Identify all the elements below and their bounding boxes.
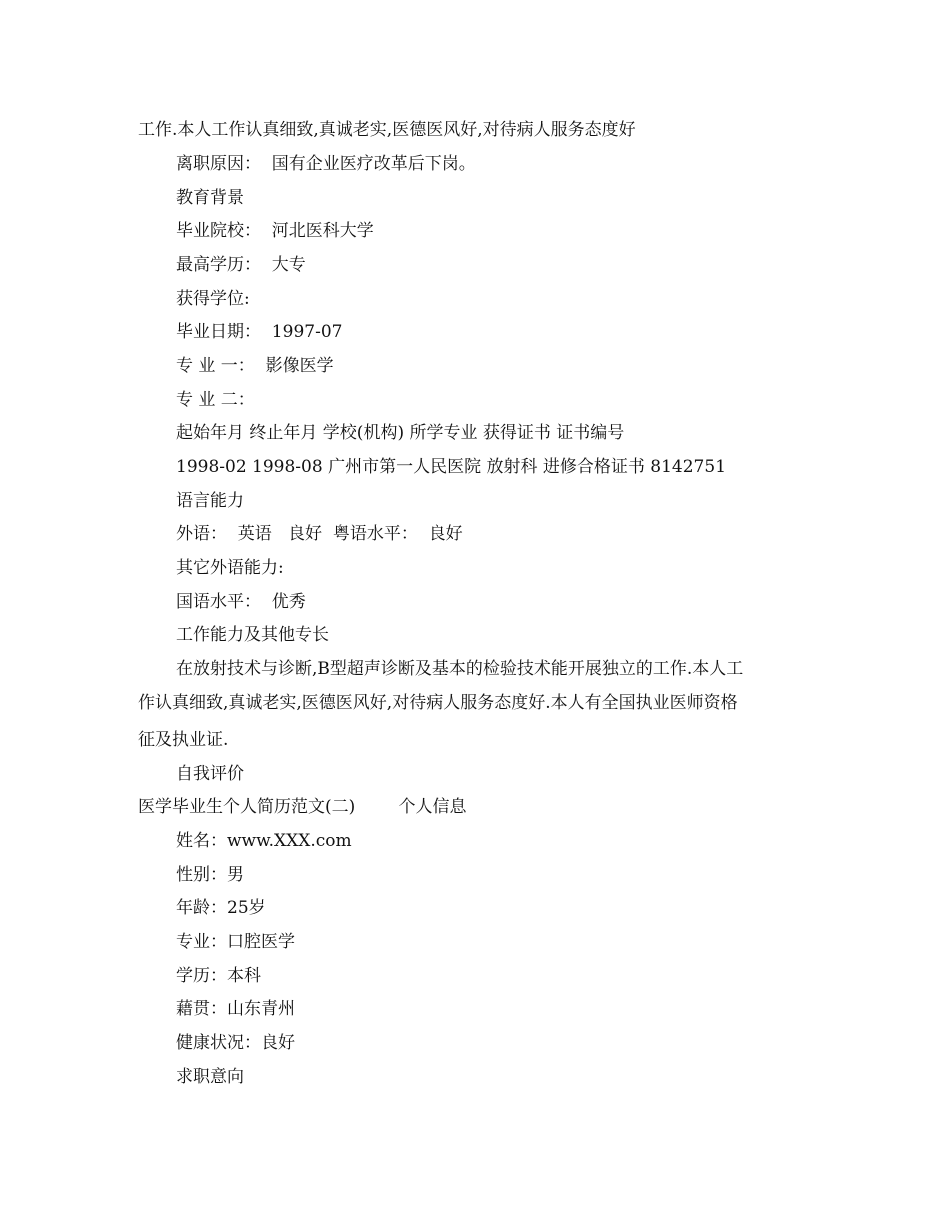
- skills-paragraph-line: 作认真细致,真诚老实,医德医风好,对待病人服务态度好.本人有全国执业医师资格: [138, 693, 738, 713]
- highest-degree: 最高学历： 大专: [176, 255, 306, 275]
- section-heading-education: 教育背景: [176, 188, 244, 208]
- graduation-school: 毕业院校： 河北医科大学: [176, 221, 374, 241]
- section-heading-skills: 工作能力及其他专长: [176, 625, 329, 645]
- section-heading-language: 语言能力: [176, 491, 244, 511]
- graduation-date: 毕业日期： 1997-07: [176, 322, 343, 342]
- section-heading-self-evaluation: 自我评价: [176, 764, 244, 784]
- section-heading-job-intention: 求职意向: [176, 1067, 244, 1087]
- name-field: 姓名：www.XXX.com: [176, 831, 352, 851]
- degree-obtained: 获得学位:: [176, 289, 250, 309]
- major-one: 专 业 一： 影像医学: [176, 356, 334, 376]
- training-table-row: 1998-02 1998-08 广州市第一人民医院 放射科 进修合格证书 8142751: [176, 457, 727, 477]
- other-languages: 其它外语能力:: [176, 558, 284, 578]
- gender-field: 性别：男: [176, 865, 244, 885]
- skills-paragraph-line: 征及执业证.: [138, 730, 229, 750]
- foreign-language: 外语： 英语 良好 粤语水平： 良好: [176, 524, 463, 544]
- hometown-field: 藉贯：山东青州: [176, 999, 295, 1019]
- mandarin-level: 国语水平： 优秀: [176, 592, 306, 612]
- training-table-header: 起始年月 终止年月 学校(机构) 所学专业 获得证书 证书编号: [176, 423, 625, 443]
- education-field: 学历：本科: [176, 966, 261, 986]
- major-two: 专 业 二：: [176, 390, 255, 410]
- resignation-reason: 离职原因： 国有企业医疗改革后下岗。: [176, 154, 476, 174]
- resume-title-two: 医学毕业生个人简历范文(二) 个人信息: [138, 797, 467, 817]
- major-field: 专业：口腔医学: [176, 932, 295, 952]
- age-field: 年龄：25岁: [176, 898, 266, 918]
- text-line: 工作.本人工作认真细致,真诚老实,医德医风好,对待病人服务态度好: [138, 120, 636, 140]
- health-field: 健康状况：良好: [176, 1033, 295, 1053]
- skills-paragraph-line: 在放射技术与诊断,B型超声诊断及基本的检验技术能开展独立的工作.本人工: [176, 659, 744, 679]
